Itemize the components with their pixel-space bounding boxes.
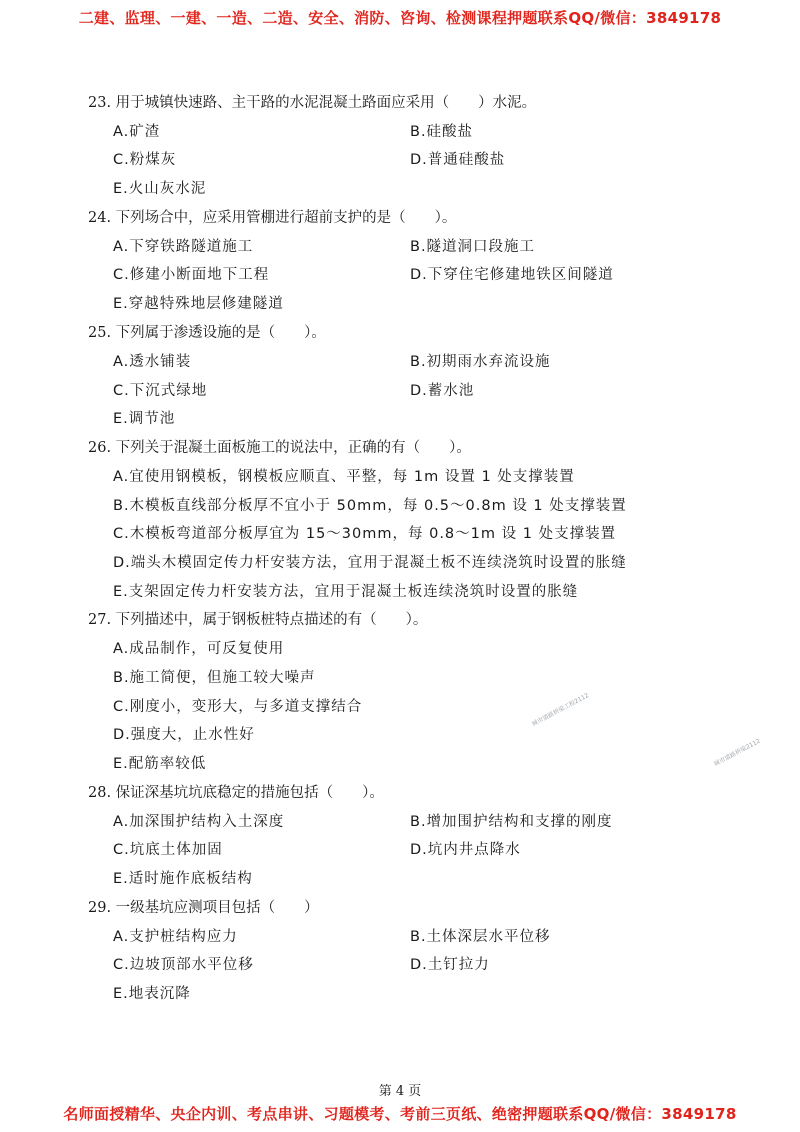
watermark: 城市道路桥梁2112: [712, 737, 762, 768]
question-27-option-c: C.刚度小，变形大，与多道支撑结合: [113, 699, 363, 715]
question-24-option-b: B.隧道洞口段施工: [410, 239, 536, 255]
question-23-option-b: B.硅酸盐: [410, 124, 474, 140]
question-29-option-d: D.土钉拉力: [410, 957, 490, 973]
question-23-option-d: D.普通硅酸盐: [410, 152, 506, 168]
footer-promo-banner: 名师面授精华、央企内训、考点串讲、习题模考、考前三页纸、绝密押题联系QQ/微信：3849178: [63, 1105, 737, 1123]
question-23-option-a: A.矿渣: [113, 124, 161, 140]
question-26-stem: 26. 下列关于混凝土面板施工的说法中，正确的有（ ）。: [88, 440, 471, 456]
page-number: 第 4 页: [378, 1084, 422, 1099]
question-27-option-a: A.成品制作，可反复使用: [113, 641, 285, 657]
question-29-option-b: B.土体深层水平位移: [410, 929, 551, 945]
question-25-option-c: C.下沉式绿地: [113, 383, 208, 399]
question-23-option-e: E.火山灰水泥: [113, 181, 207, 197]
question-26-option-e: E.支架固定传力杆安装方法，宜用于混凝土板连续浇筑时设置的胀缝: [113, 584, 579, 600]
question-25-option-b: B.初期雨水弃流设施: [410, 354, 551, 370]
question-26-option-c: C.木模板弯道部分板厚宜为 15～30mm，每 0.8～1m 设 1 处支撑装置: [113, 526, 617, 542]
question-23-stem: 23. 用于城镇快速路、主干路的水泥混凝土路面应采用（ ）水泥。: [88, 95, 537, 111]
question-26-option-a: A.宜使用钢模板，钢模板应顺直、平整，每 1m 设置 1 处支撑装置: [113, 469, 575, 485]
question-25-option-e: E.调节池: [113, 411, 176, 427]
question-25-option-d: D.蓄水池: [410, 383, 475, 399]
question-24-stem: 24. 下列场合中，应采用管棚进行超前支护的是（ ）。: [88, 210, 457, 226]
question-26-option-b: B.木模板直线部分板厚不宜小于 50mm，每 0.5～0.8m 设 1 处支撑装置: [113, 498, 627, 514]
question-24-option-e: E.穿越特殊地层修建隧道: [113, 296, 284, 312]
question-25-stem: 25. 下列属于渗透设施的是（ ）。: [88, 325, 326, 341]
question-29-option-a: A.支护桩结构应力: [113, 929, 238, 945]
question-29-option-c: C.边坡顶部水平位移: [113, 957, 254, 973]
question-27-option-b: B.施工简便，但施工较大噪声: [113, 670, 316, 686]
watermark: 城市道路桥梁工程2112: [530, 692, 591, 728]
question-26-option-d: D.端头木模固定传力杆安装方法，宜用于混凝土板不连续浇筑时设置的胀缝: [113, 555, 627, 571]
question-27-stem: 27. 下列描述中，属于钢板桩特点描述的有（ ）。: [88, 612, 428, 628]
question-28-option-c: C.坑底土体加固: [113, 842, 223, 858]
question-28-option-e: E.适时施作底板结构: [113, 871, 253, 887]
question-28-stem: 28. 保证深基坑坑底稳定的措施包括（ ）。: [88, 785, 384, 801]
question-29-stem: 29. 一级基坑应测项目包括（ ）: [88, 900, 319, 916]
question-24-option-c: C.修建小断面地下工程: [113, 267, 270, 283]
question-28-option-a: A.加深围护结构入土深度: [113, 814, 285, 830]
header-promo-banner: 二建、监理、一建、一造、二造、安全、消防、咨询、检测课程押题联系QQ/微信：3849178: [78, 9, 722, 27]
question-24-option-d: D.下穿住宅修建地铁区间隧道: [410, 267, 614, 283]
question-29-option-e: E.地表沉降: [113, 986, 191, 1002]
question-25-option-a: A.透水铺装: [113, 354, 192, 370]
question-23-option-c: C.粉煤灰: [113, 152, 177, 168]
question-27-option-e: E.配筋率较低: [113, 756, 207, 772]
question-27-option-d: D.强度大，止水性好: [113, 727, 255, 743]
question-24-option-a: A.下穿铁路隧道施工: [113, 239, 254, 255]
question-28-option-d: D.坑内井点降水: [410, 842, 521, 858]
question-28-option-b: B.增加围护结构和支撑的刚度: [410, 814, 613, 830]
